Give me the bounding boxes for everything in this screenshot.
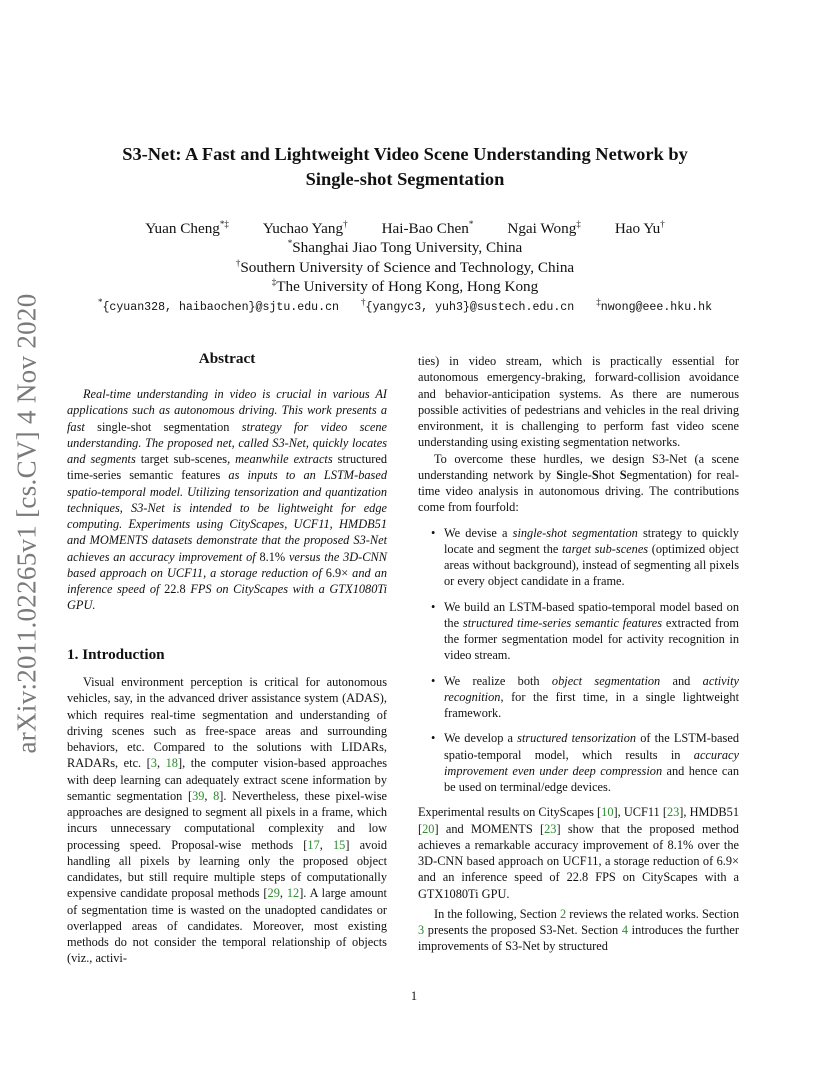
paragraph: Experimental results on CityScapes [10], UCF11 [23], HMDB51 [20] and MOMENTS [23] show that the proposed method achieves a remarkable accuracy improvement of 8.1% over the 3D-CNN based approach on UCF11, a storage reduction of 6.9× and an inference speed of 22.8 FPS on CityScapes with a GTX1080Ti GPU.	[418, 805, 739, 901]
citation-link[interactable]: 20	[422, 821, 435, 836]
section-link[interactable]: 2	[559, 906, 567, 921]
email: †{yangyc3, yuh3}@sustech.edu.cn	[361, 297, 575, 314]
citation-link[interactable]: 10	[601, 805, 614, 820]
title-line-1: S3-Net: A Fast and Lightweight Video Scene Understanding Network by	[122, 144, 688, 164]
email-list	[70, 297, 740, 314]
paragraph: In the following, Section 2 reviews the related works. Section 3 presents the proposed S3-Net. Section 4 introduces the further improvements of S3-Net by structured	[418, 906, 739, 954]
paragraph: To overcome these hurdles, we design S3-Net (a scene understanding network by Single-Shot Segmentation) for real-time video analysis in autonomous driving. The contributions come from fourfold:	[418, 451, 740, 515]
citation-link[interactable]: 23	[666, 805, 680, 820]
affiliation: ‡The University of Hong Kong, Hong Kong	[271, 277, 539, 296]
citation-link[interactable]: 8	[213, 788, 220, 803]
affiliation: †Southern University of Science and Technology, China	[235, 258, 575, 277]
section-link[interactable]: 4	[621, 923, 629, 937]
abstract-heading: Abstract	[198, 350, 256, 367]
paper-title	[80, 142, 730, 192]
author-list	[70, 219, 740, 238]
list-item: • We devise a single-shot segmentation strategy to quickly locate and segment the target sub-scenes (optimized object areas without background), instead of segmenting all pixels or every object candidate in a frame.	[418, 525, 739, 590]
page-number: 1	[410, 989, 418, 1003]
affiliation: *Shanghai Jiao Tong University, China	[287, 238, 523, 257]
citation-link[interactable]: 17	[307, 837, 320, 852]
email: *{cyuan328, haibaochen}@sjtu.edu.cn	[97, 297, 339, 314]
author: Hao Yu†	[614, 219, 665, 238]
citation-link[interactable]: 23	[544, 821, 557, 836]
citation-link[interactable]: 3	[150, 756, 157, 771]
author: Ngai Wong‡	[507, 219, 581, 238]
list-item: • We develop a structured tensorization of the LSTM-based spatio-temporal model, which results in accuracy improvement even under deep compression and hence can be used on terminal/edge devices.	[418, 730, 739, 795]
intro-text: Visual environment perception is critical for autonomous vehicles, say, in the advanced driver assistance system (ADAS), which requires real-time segmentation and understanding of driving scenes such as free-space areas and surrounding behaviors, etc. Compared to the solutions with LIDARs, RADARs, etc. [3, 18], the computer vision-based approaches with deep learning can adequately extract scene information by semantic segmentation [39, 8]. Nevertheless, these pixel-wise approaches are designed to segment all pixels in a frame, which incurs unnecessary computational complexity and low processing speed. Proposal-wise methods [17, 15] avoid handling all pixels by learning only the proposed object candidates, but still require multiple steps of computationally expensive candidate proposal methods [29, 12]. A large amount of segmentation time is wasted on the unadopted candidates or overlapped areas of candidates. Moreover, most existing methods do not consider the temporal relationship of objects (viz., activi-	[67, 675, 387, 966]
arxiv-stamp: arXiv:2011.02265v1 [cs.CV] 4 Nov 2020	[11, 292, 42, 754]
author: Hai-Bao Chen*	[381, 219, 474, 238]
citation-link[interactable]: 39	[192, 788, 205, 803]
citation-link[interactable]: 18	[165, 756, 178, 771]
author: Yuchao Yang†	[262, 219, 348, 238]
list-item: • We realize both object segmentation and activity recognition, for the first time, in a single lightweight framework.	[418, 673, 739, 722]
paragraph: ties) in video stream, which is practically essential for autonomous emergency-braking, forward-collision avoidance and behavior-anticipation systems. As there are numerous possible activities of pedestrians and vehicles in the real driving environment, it is challenging to perform fast video scene understanding using existing segmentation networks.	[418, 354, 739, 450]
section-link[interactable]: 3	[418, 923, 425, 937]
list-item: • We build an LSTM-based spatio-temporal model based on the structured time-series semantic features extracted from the former segmentation model for activity recognition in video stream.	[418, 599, 739, 664]
abstract-text: Real-time understanding in video is crucial in various AI applications such as autonomous driving. This work presents a fast single-shot segmentation strategy for video scene understanding. The proposed net, called S3-Net, quickly locates and segments target sub-scenes, meanwhile extracts structured time-series semantic features as inputs to an LSTM-based spatio-temporal model. Utilizing tensorization and quantization techniques, S3-Net is intended to be lightweight for edge computing. Experiments using CityScapes, UCF11, HMDB51 and MOMENTS datasets demonstrate that the proposed S3-Net achieves an accuracy improvement of 8.1% versus the 3D-CNN based approach on UCF11, a storage reduction of 6.9× and an inference speed of 22.8 FPS on CityScapes with a GTX1080Ti GPU.	[67, 387, 388, 613]
email: ‡nwong@eee.hku.hk	[596, 297, 713, 314]
citation-link[interactable]: 15	[332, 837, 346, 852]
intro-heading: 1. Introduction	[67, 646, 165, 663]
citation-link[interactable]: 29	[267, 886, 280, 901]
citation-link[interactable]: 12	[286, 886, 300, 901]
title-line-2: Single-shot Segmentation	[305, 169, 505, 189]
author: Yuan Cheng*‡	[145, 219, 229, 238]
right-column-text	[418, 353, 739, 955]
contribution-list	[418, 525, 739, 796]
